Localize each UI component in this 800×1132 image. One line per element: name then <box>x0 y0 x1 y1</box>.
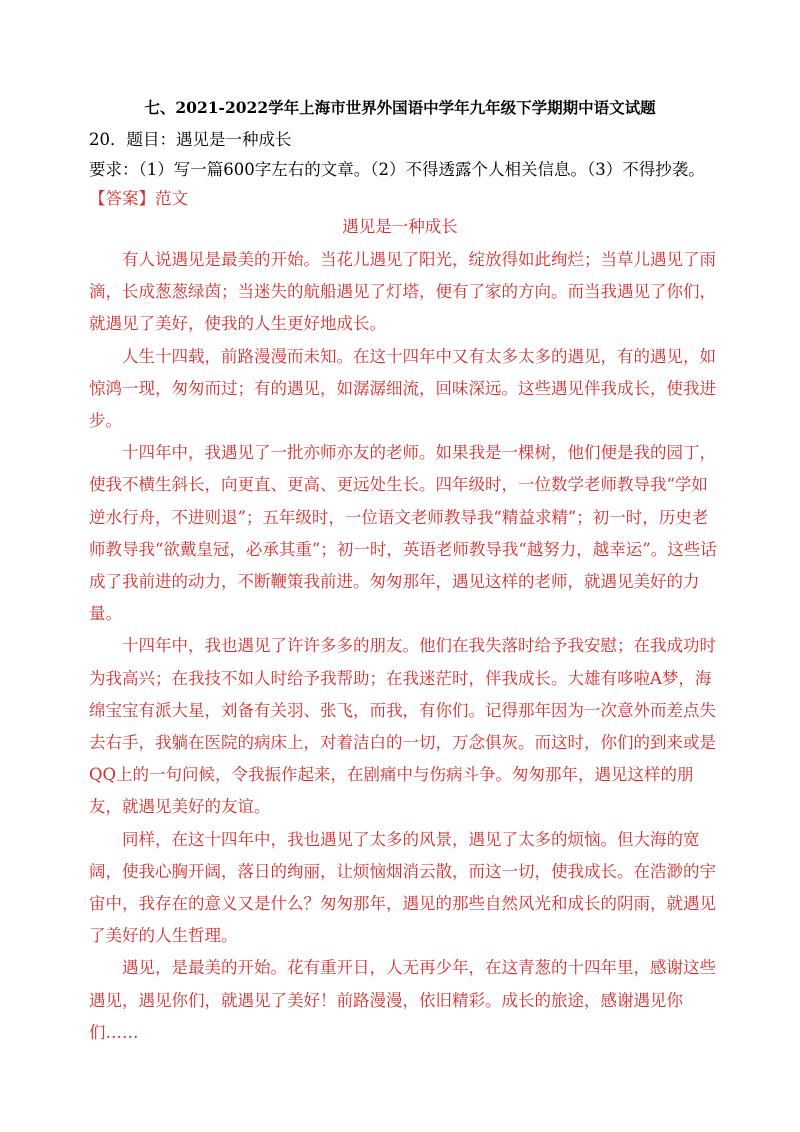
answer-tag: 【答案】范文 <box>89 189 188 208</box>
essay-paragraph: 十四年中，我遇见了一批亦师亦友的老师。如果我是一棵树，他们便是我的园丁，使我不横生斜长，向更直、更高、更远处生长。四年级时，一位数学老师教导我“学如逆水行舟，不进则退”；五年级时，一位语文老师教导我“精益求精”；初一时，历史老师教导我“欲戴皇冠，必承其重”；初一时，英语老师教导我“越努力，越幸运”。这些话成了我前进的动力，不断鞭策我前进。匆匆那年，遇见这样的老师，就遇见美好的力量。 <box>89 443 717 624</box>
essay-paragraph: 同样，在这十四年中，我也遇见了太多的风景，遇见了太多的烦恼。但大海的宽阔，使我心胸开阔，落日的绚丽，让烦恼烟消云散，而这一切，使我成长。在浩渺的宇宙中，我存在的意义又是什么？匆匆那年，遇见的那些自然风光和成长的阴雨，就遇见了美好的人生哲理。 <box>89 829 716 946</box>
document-title: 七、2021-2022学年上海市世界外国语中学年九年级下学期期中语文试题 <box>144 98 656 117</box>
essay-paragraph: 遇见，是最美的开始。花有重开日，人无再少年，在这青葱的十四年里，感谢这些遇见，遇见你们，就遇见了美好！前路漫漫，依旧精彩。成长的旅途，感谢遇见你们…… <box>89 958 716 1042</box>
essay-paragraph: 十四年中，我也遇见了许许多多的朋友。他们在我失落时给予我安慰；在我成功时为我高兴；在我技不如人时给予我帮助；在我迷茫时，伴我成长。大雄有哆啦A梦，海绵宝宝有派大星，刘备有关羽、张飞，而我，有你们。记得那年因为一次意外而差点失去右手，我躺在医院的病床上，对着洁白的一切，万念俱灰。而这时，你们的到来或是QQ上的一句问候，令我振作起来，在剧痛中与伤病斗争。匆匆那年，遇见这样的朋友，就遇见美好的友谊。 <box>89 636 716 817</box>
essay-title: 遇见是一种成长 <box>342 217 458 236</box>
essay-paragraph: 有人说遇见是最美的开始。当花儿遇见了阳光，绽放得如此绚烂；当草儿遇见了雨滴，长成葱葱绿茵；当迷失的航船遇见了灯塔，便有了家的方向。而当我遇见了你们，就遇见了美好，使我的人生更好地成长。 <box>89 250 716 334</box>
question-title: 20．题目：遇见是一种成长 <box>89 130 292 149</box>
essay-body <box>89 244 719 1049</box>
essay-paragraph: 人生十四载，前路漫漫而未知。在这十四年中又有太多太多的遇见，有的遇见，如惊鸿一现，匆匆而过；有的遇见，如潺潺细流，回味深远。这些遇见伴我成长，使我进步。 <box>89 346 716 431</box>
question-requirements: 要求：（1）写一篇600字左右的文章。（2）不得透露个人相关信息。（3）不得抄袭。 <box>89 160 705 179</box>
